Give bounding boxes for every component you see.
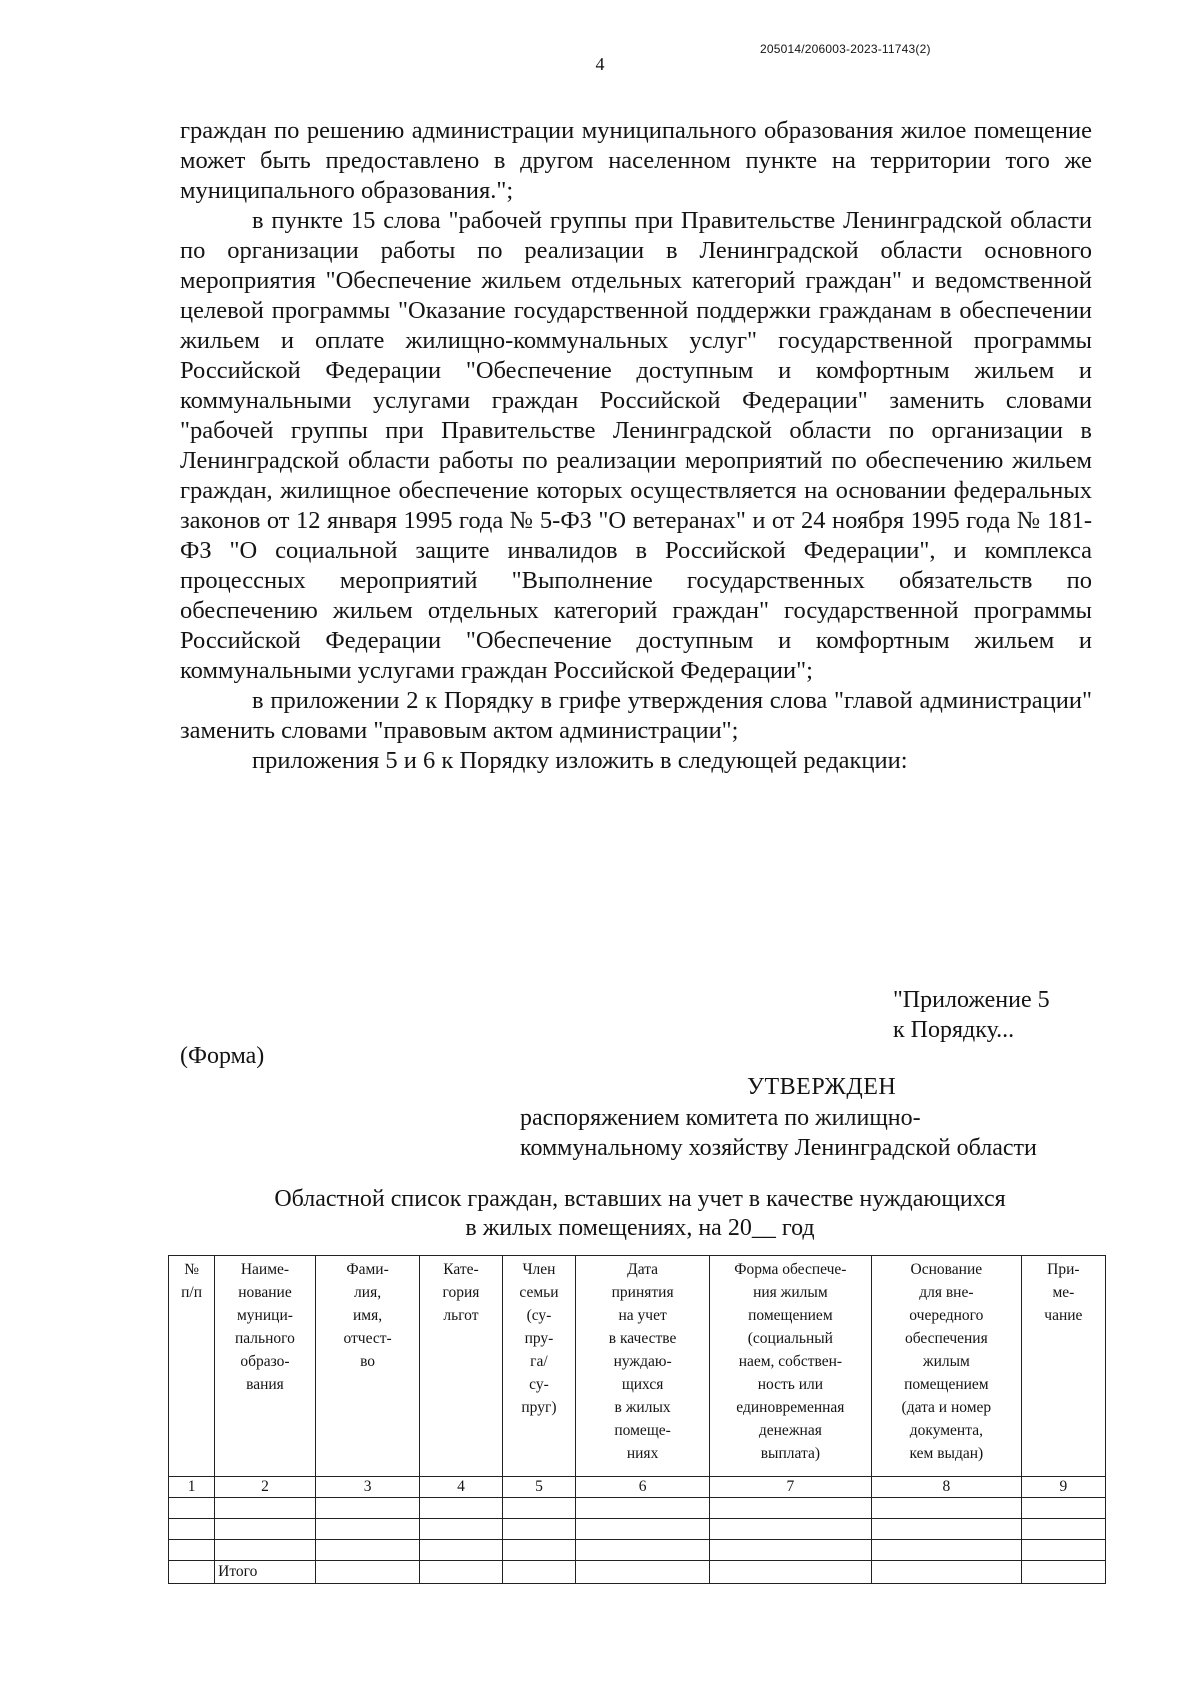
table-cell — [1021, 1561, 1105, 1584]
table-cell — [169, 1561, 215, 1584]
approval-authority — [520, 1103, 1110, 1163]
table-cell — [502, 1561, 576, 1584]
column-number: 9 — [1021, 1477, 1105, 1498]
table-title — [160, 1185, 1120, 1243]
table-cell — [169, 1498, 215, 1519]
table-cell — [502, 1519, 576, 1540]
table-cell — [576, 1561, 709, 1584]
column-number: 1 — [169, 1477, 215, 1498]
table-cell — [1021, 1519, 1105, 1540]
table-cell — [871, 1498, 1021, 1519]
table-cell — [215, 1519, 316, 1540]
body-text — [180, 116, 1092, 776]
appendix-reference — [893, 985, 1050, 1045]
table-cell — [709, 1561, 871, 1584]
table-cell — [576, 1540, 709, 1561]
table-cell — [709, 1540, 871, 1561]
table-total-row — [169, 1561, 1106, 1584]
header-cell-registration-date: Дата принятия на учет в качестве нуждаю- щихся в жилых помеще- ниях — [576, 1256, 709, 1477]
header-cell-priority-basis: Основание для вне- очередного обеспечения жилым помещением (дата и номер документа, кем выдан) — [871, 1256, 1021, 1477]
column-number: 5 — [502, 1477, 576, 1498]
paragraph-appendix-5-6: приложения 5 и 6 к Порядку изложить в следующей редакции: — [252, 747, 908, 774]
table-row — [169, 1519, 1106, 1540]
table-cell — [420, 1498, 502, 1519]
table-cell — [576, 1498, 709, 1519]
column-number: 3 — [315, 1477, 420, 1498]
table-cell — [169, 1519, 215, 1540]
column-number-row — [169, 1477, 1106, 1498]
table-cell — [315, 1561, 420, 1584]
table-cell — [420, 1519, 502, 1540]
table-cell — [871, 1519, 1021, 1540]
paragraph-point-15: в пункте 15 слова "рабочей группы при Правительстве Ленинградской области по организации работы по реализации в Ленинградской области основного мероприятия "Обеспечение жильем отдельных категорий граждан" и ведомственной целевой программы "Оказание государственной поддержки гражданам в обеспечении жильем и оплате жилищно-коммунальных услуг" государственной программы Российской Федерации "Обеспечение доступным и комфортным жильем и коммунальными услугами граждан Российской Федерации" заменить словами "рабочей группы при Правительстве Ленинградской области по организации в Ленинградской области работы по реализации мероприятий по обеспечению жильем граждан, жилищное обеспечение которых осуществляется на основании федеральных законов от 12 января 1995 года № 5-ФЗ "О ветеранах" и от 24 ноября 1995 года № 181-ФЗ "О социальной защите инвалидов в Российской Федерации", и комплекса процессных мероприятий "Выполнение государственных обязательств по обеспечению жильем отдельных категорий граждан" государственной программы Российской Федерации "Обеспечение доступным и комфортным жильем и коммунальными услугами граждан Российской Федерации"; — [180, 207, 1092, 684]
column-number: 7 — [709, 1477, 871, 1498]
paragraph-appendix-2: в приложении 2 к Порядку в грифе утверждения слова "главой администрации" заменить словами "правовым актом администрации"; — [180, 687, 1092, 744]
page-number: 4 — [595, 54, 605, 74]
table-cell — [871, 1540, 1021, 1561]
citizens-register-table — [168, 1255, 1106, 1584]
header-cell-provision-form: Форма обеспече- ния жилым помещением (социальный наем, собствен- ность или единовременная денежная выплата) — [709, 1256, 871, 1477]
table-cell — [576, 1519, 709, 1540]
table-cell — [420, 1540, 502, 1561]
table-cell — [315, 1540, 420, 1561]
table-cell — [169, 1540, 215, 1561]
table-cell — [215, 1498, 316, 1519]
column-number: 2 — [215, 1477, 316, 1498]
total-label: Итого — [215, 1561, 316, 1584]
table-header-row — [169, 1256, 1106, 1477]
table-cell — [1021, 1540, 1105, 1561]
table-cell — [709, 1498, 871, 1519]
table-title-line-1: Областной список граждан, вставших на учет в качестве нуждающихся — [274, 1186, 1006, 1212]
appendix-line-1: "Приложение 5 — [893, 987, 1050, 1013]
table-cell — [315, 1519, 420, 1540]
table-cell — [871, 1561, 1021, 1584]
paragraph-continuation: граждан по решению администрации муниципального образования жилое помещение может быть предоставлено в другом населенном пункте на территории того же муниципального образования."; — [180, 117, 1092, 204]
appendix-line-2: к Порядку... — [893, 1017, 1015, 1043]
table-cell — [502, 1498, 576, 1519]
approval-title: УТВЕРЖДЕН — [747, 1074, 897, 1100]
header-cell-family-member: Член семьи (су- пру- га/ су- пруг) — [502, 1256, 576, 1477]
table-title-line-2: в жилых помещениях, на 20__ год — [465, 1215, 815, 1241]
table-cell — [709, 1519, 871, 1540]
approval-line-1: распоряжением комитета по жилищно- — [520, 1105, 921, 1131]
column-number: 8 — [871, 1477, 1021, 1498]
header-cell-benefit-category: Кате- гория льгот — [420, 1256, 502, 1477]
form-label: (Форма) — [180, 1043, 265, 1069]
header-cell-note: При- ме- чание — [1021, 1256, 1105, 1477]
table-cell — [502, 1540, 576, 1561]
table-cell — [315, 1498, 420, 1519]
document-id: 205014/206003-2023-11743(2) — [760, 42, 931, 56]
table-row — [169, 1540, 1106, 1561]
table-cell — [420, 1561, 502, 1584]
table-cell — [215, 1540, 316, 1561]
header-cell-number: № п/п — [169, 1256, 215, 1477]
header-cell-municipality: Наиме- нование муници- пального образо- вания — [215, 1256, 316, 1477]
table-row — [169, 1498, 1106, 1519]
table-cell — [1021, 1498, 1105, 1519]
column-number: 6 — [576, 1477, 709, 1498]
approval-line-2: коммунальному хозяйству Ленинградской области — [520, 1135, 1037, 1161]
header-cell-full-name: Фами- лия, имя, отчест- во — [315, 1256, 420, 1477]
column-number: 4 — [420, 1477, 502, 1498]
